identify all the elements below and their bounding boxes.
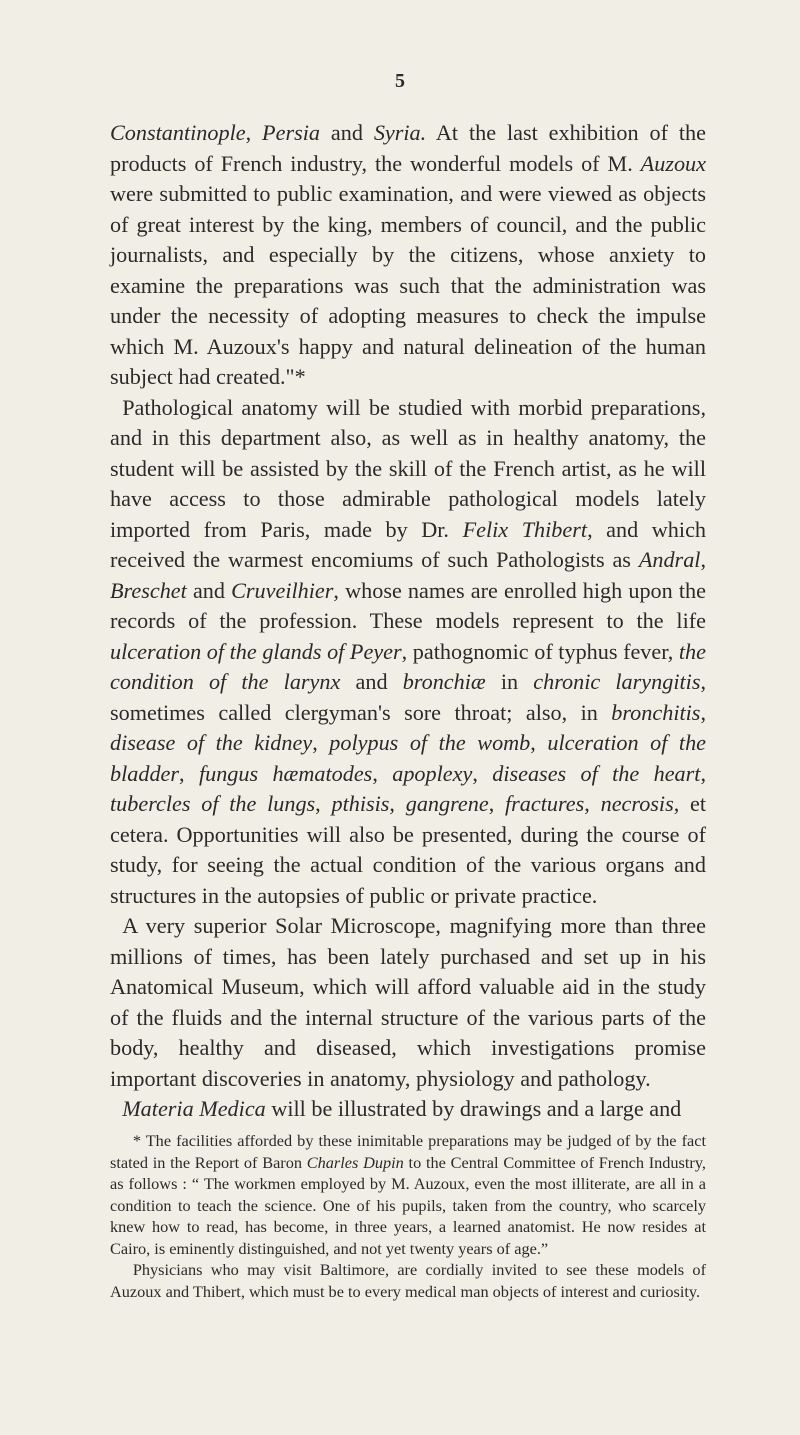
italic-text-run: chronic laryngitis (533, 669, 701, 694)
italic-text-run: diseases of the heart (492, 760, 701, 786)
text-run: , (245, 120, 263, 145)
text-run: , (372, 760, 393, 786)
italic-text-run: bronchiæ (402, 669, 486, 694)
page-number: 5 (395, 70, 405, 92)
text-run: , and which received the warmest encomiums of such Pathologists as (110, 516, 707, 572)
text-run: and (186, 577, 232, 603)
footnote-physicians-invitation (110, 1259, 706, 1302)
footnote-report-baron-dupin (110, 1130, 706, 1259)
paragraph-solar-microscope (110, 911, 706, 1094)
italic-text-run: Auzoux (640, 150, 706, 176)
paragraph-materia-medica (110, 1094, 706, 1125)
paragraph-auzoux-exhibition (110, 118, 706, 393)
text-run: Pathological anatomy will be studied with morbid preparations, and in this department also, as well as in healthy anatomy, the student will be assisted by the skill of the French artist, as he will have access to those admirable pathological models lately imported from Paris, made by Dr. (110, 394, 706, 542)
text-run: , et cetera. Opportunities will also be presented, during the course of study, for seeing the actual condition of the various organs and structures in the autopsies of public or private practice. (110, 791, 707, 908)
italic-text-run: the condition of the larynx (110, 638, 706, 694)
text-run: , (700, 699, 706, 725)
italic-text-run: disease of the kidney (110, 730, 313, 755)
italic-text-run: Constantinople (110, 120, 246, 145)
text-run: , (312, 730, 330, 755)
text-run: , (472, 760, 493, 786)
italic-text-run: Felix Thibert (462, 516, 588, 542)
text-run: were submitted to public examination, and were viewed as objects of great interest by the king, members of council, and the public journalists, and especially by the citizens, whose anxiety to examine the preparations was such that the administration was under the necessity of adopting measures to check the impulse which M. Auzoux's happy and natural delineation of the human subject had created."* (110, 181, 706, 389)
italic-text-run: necrosis (600, 791, 674, 816)
text-run: in (485, 669, 534, 694)
text-run: , sometimes called clergyman's sore throat; also, in (110, 669, 706, 725)
text-run: , (179, 760, 199, 786)
italic-text-run: apoplexy (392, 760, 473, 786)
text-run: , whose names are enrolled high upon the records of the profession. These models represent to the life (110, 577, 706, 633)
footnotes (110, 1130, 706, 1302)
italic-text-run: Breschet (110, 577, 187, 603)
paragraph-pathological-anatomy (110, 393, 706, 912)
text-run: will be illustrated by drawings and a large and (265, 1096, 682, 1121)
italic-text-run: Andral (638, 547, 701, 572)
text-run: A very superior Solar Microscope, magnifying more than three millions of times, has been lately purchased and set up in his Anatomical Museum, which will afford valuable aid in the study of the fluids and the internal structure of the various parts of the body, healthy and diseased, which investigations promise important discoveries in anatomy, physiology and pathology. (110, 913, 706, 1091)
body-text (110, 118, 706, 1125)
text-run: At the last exhibition of the products of French industry, the wonderful models of M. (110, 120, 706, 176)
text-run: to the Central Committee of French Industry, as follows : “ The workmen employed by M. Auzoux, even the most illiterate, are all in a condition to teach the science. One of his pupils, taken from the country, who scarcely knew how to read, has become, in three years, a learned anatomist. He now resides at Cairo, is eminently distinguished, and not yet twenty years of age.” (110, 1152, 706, 1258)
text-run: , (389, 791, 406, 816)
italic-text-run: tubercles of the lungs (110, 791, 316, 816)
italic-text-run: Cruveilhier (231, 577, 334, 603)
italic-text-run: Syria. (373, 120, 427, 145)
text-run: Physicians who may visit Baltimore, are cordially invited to see these models of Auzoux and Thibert, which must be to every medical man objects of interest and curiosity. (110, 1260, 706, 1301)
italic-text-run: Charles Dupin (306, 1152, 404, 1172)
italic-text-run: gangrene (405, 791, 489, 816)
text-run: , (700, 547, 706, 572)
text-run: , (315, 791, 332, 816)
text-run: and (340, 669, 403, 694)
text-run: , (584, 791, 601, 816)
italic-text-run: polypus of the womb (329, 730, 531, 755)
text-run: and (319, 120, 374, 145)
italic-text-run: Persia (262, 120, 320, 145)
italic-text-run: ulceration of the bladder (110, 730, 707, 786)
text-run: , (488, 791, 505, 816)
italic-text-run: fungus hæmatodes (198, 760, 373, 786)
italic-text-run: Materia Medica (122, 1096, 266, 1121)
text-run: , (530, 730, 548, 755)
italic-text-run: bronchitis (611, 699, 701, 725)
text-run: * The facilities afforded by these inimitable preparations may be judged of by the fact stated in the Report of Baron (110, 1131, 706, 1172)
text-run: , (700, 760, 706, 786)
italic-text-run: fractures (505, 791, 585, 816)
text-run: , pathognomic of typhus fever, (401, 638, 679, 664)
italic-text-run: pthisis (331, 791, 390, 816)
italic-text-run: ulceration of the glands of Peyer (110, 638, 402, 664)
